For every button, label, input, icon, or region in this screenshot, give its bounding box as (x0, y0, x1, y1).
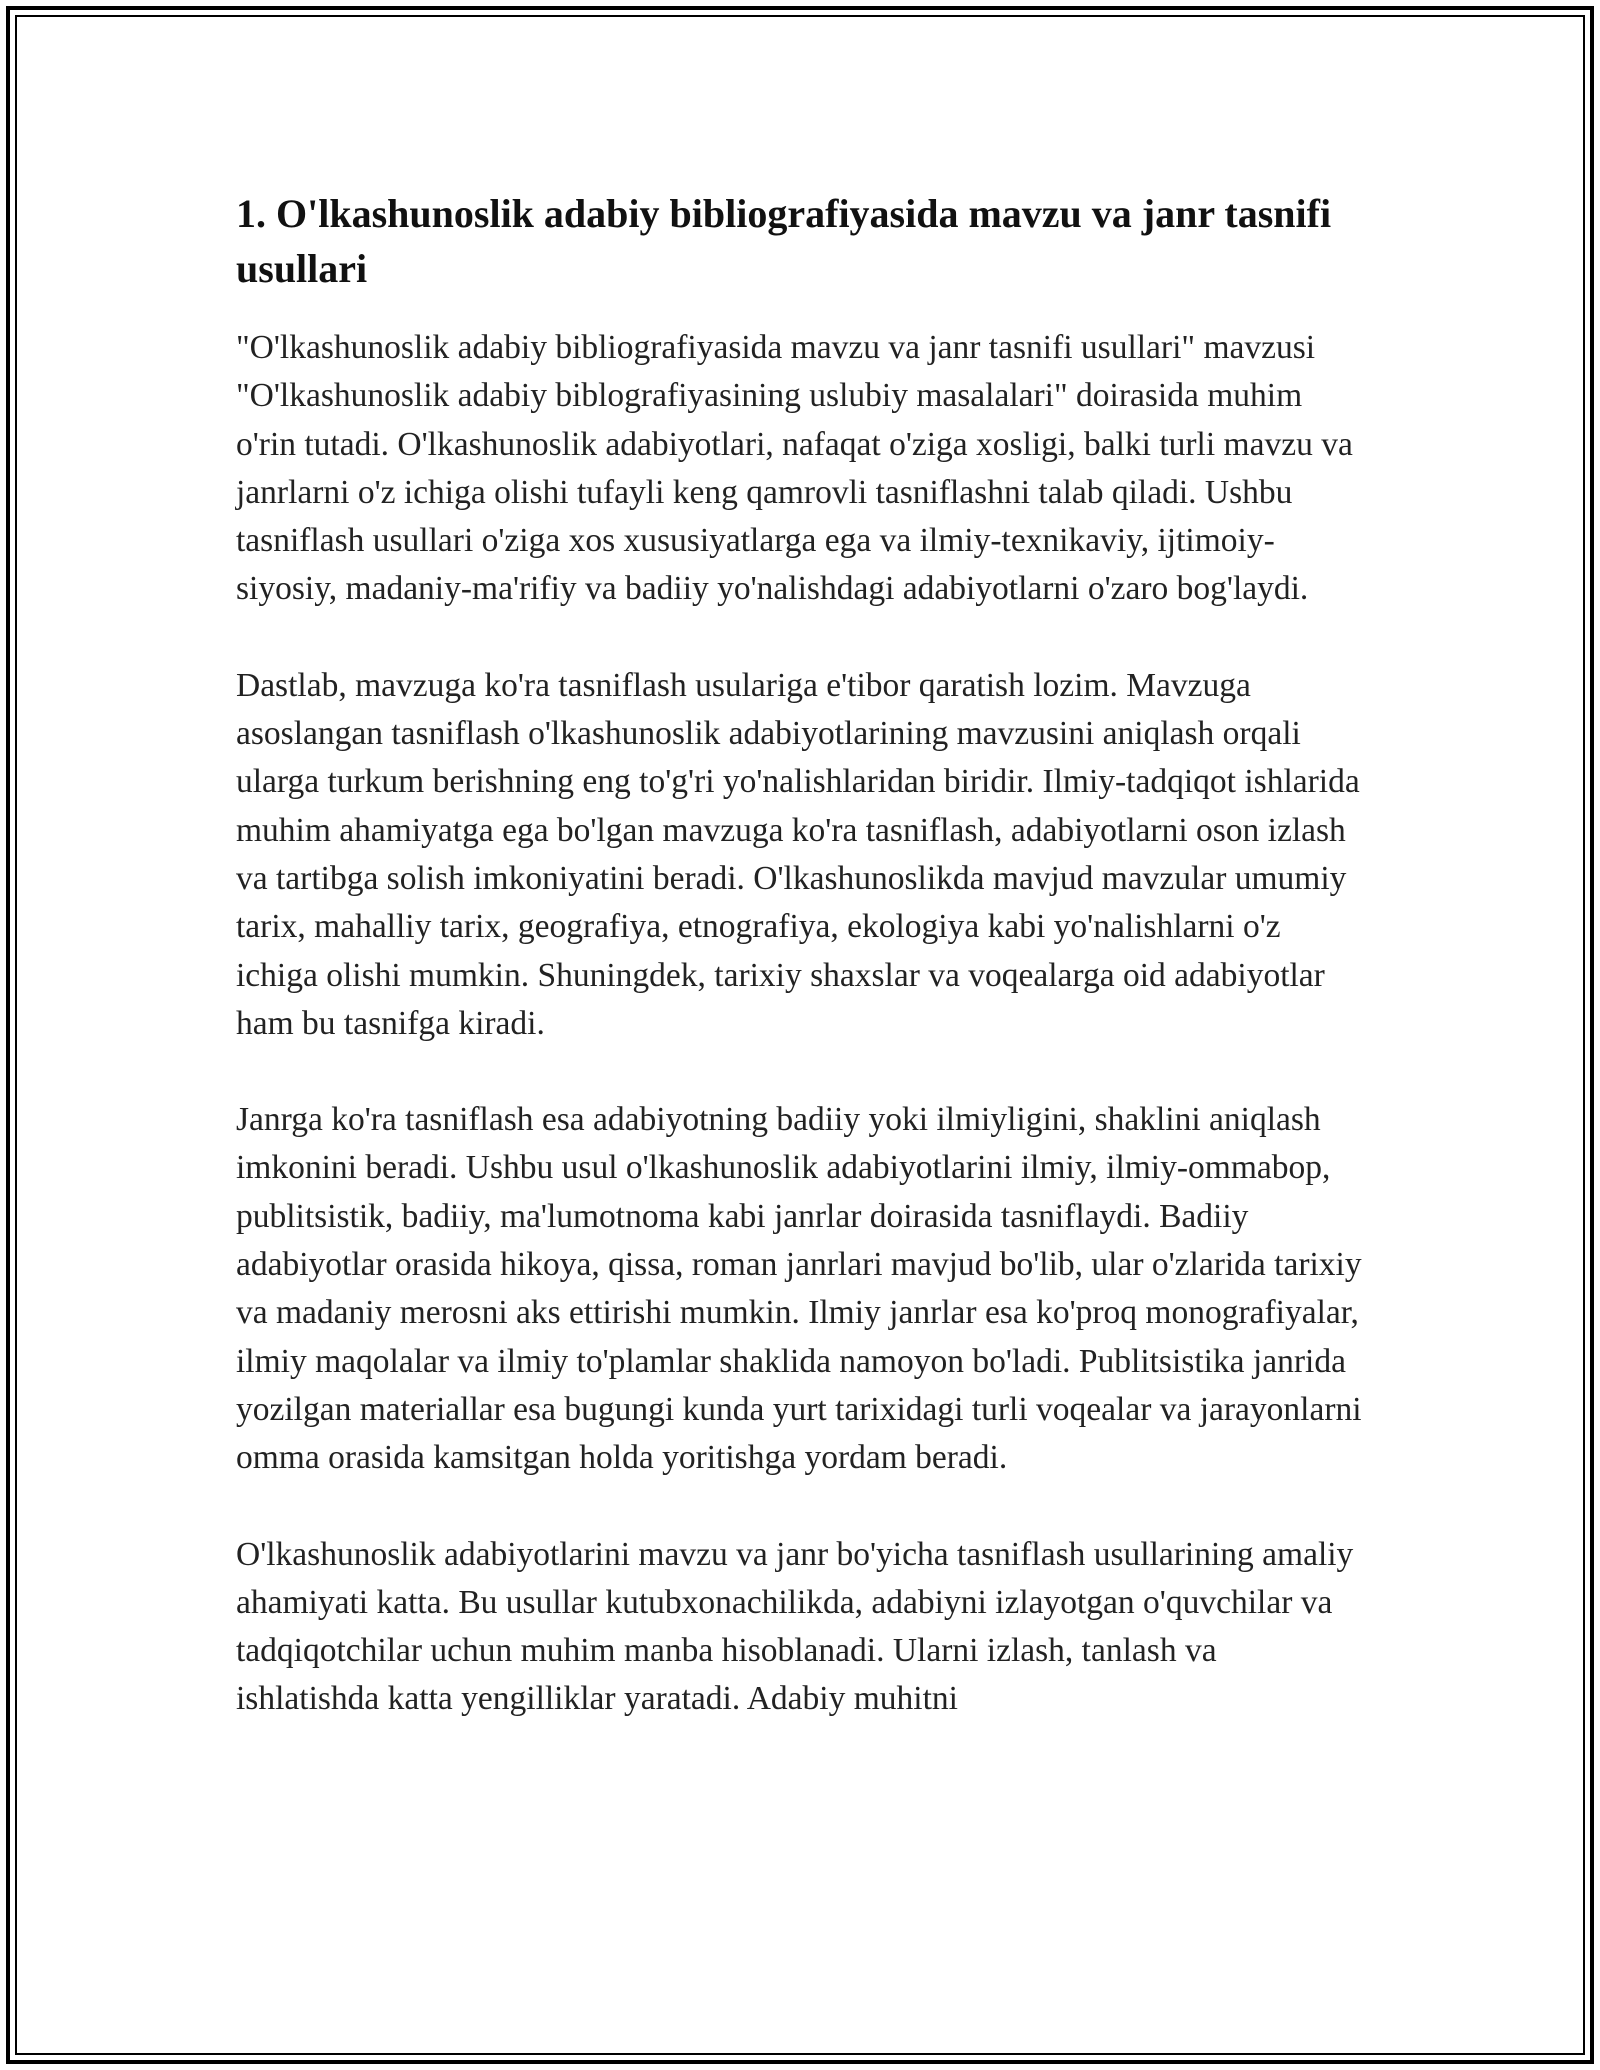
paragraph-theme-classification: Dastlab, mavzuga ko'ra tasniflash usulariga e'tibor qaratish lozim. Mavzuga asoslangan tasniflash o'lkashunoslik adabiyotlarining mavzusini aniqlash orqali ularga turkum berishning eng to'g'ri yo'nalishlaridan biridir. Ilmiy-tadqiqot ishlarida muhim ahamiyatga ega bo'lgan mavzuga ko'ra tasniflash, adabiyotlarni oson izlash va tartibga solish imkoniyatini beradi. O'lkashunoslikda mavjud mavzular umumiy tarix, mahalliy tarix, geografiya, etnografiya, ekologiya kabi yo'nalishlarni o'z ichiga olishi mumkin. Shuningdek, tarixiy shaxslar va voqealarga oid adabiyotlar ham bu tasnifga kiradi. (236, 666, 1360, 1042)
document-body (236, 186, 1366, 1724)
paragraph-intro: "O'lkashunoslik adabiy bibliografiyasida mavzu va janr tasnifi usullari" mavzusi "O'lkashunoslik adabiy biblografiyasining uslubiy masalalari" doirasida muhim o'rin tutadi. O'lkashunoslik adabiyotlari, nafaqat o'ziga xosligi, balki turli mavzu va janrlarni o'z ichiga olishi tufayli keng qamrovli tasniflashni talab qiladi. Ushbu tasniflash usullari o'ziga xos xususiyatlarga ega va ilmiy-texnikaviy, ijtimoiy-siyosiy, madaniy-ma'rifiy va badiiy yo'nalishdagi adabiyotlarni o'zaro bog'laydi. (236, 329, 1353, 608)
paragraph-genre-classification: Janrga ko'ra tasniflash esa adabiyotning badiiy yoki ilmiyligini, shaklini aniqlash imkonini beradi. Ushbu usul o'lkashunoslik adabiyotlarini ilmiy, ilmiy-ommabop, publitsistik, badiiy, ma'lumotnoma kabi janrlar doirasida tasniflaydi. Badiiy adabiyotlar orasida hikoya, qissa, roman janrlari mavjud bo'lib, ular o'zlarida tarixiy va madaniy merosni aks ettirishi mumkin. Ilmiy janrlar esa ko'proq monografiyalar, ilmiy maqolalar va ilmiy to'plamlar shaklida namoyon bo'ladi. Publitsistika janrida yozilgan materiallar esa bugungi kunda yurt tarixidagi turli voqealar va jarayonlarni omma orasida kamsitgan holda yoritishga yordam beradi. (236, 1101, 1362, 1477)
section-heading: 1. O'lkashunoslik adabiy bibliografiyasida mavzu va janr tasnifi usullari (236, 191, 1332, 291)
paragraph-practical-importance: O'lkashunoslik adabiyotlarini mavzu va janr bo'yicha tasniflash usullarining amaliy ahamiyati katta. Bu usullar kutubxonachilikda, adabiyni izlayotgan o'quvchilar va tadqiqotchilar uchun muhim manba hisoblanadi. Ularni izlash, tanlash va ishlatishda katta yengilliklar yaratadi. Adabiy muhitni (236, 1535, 1354, 1718)
